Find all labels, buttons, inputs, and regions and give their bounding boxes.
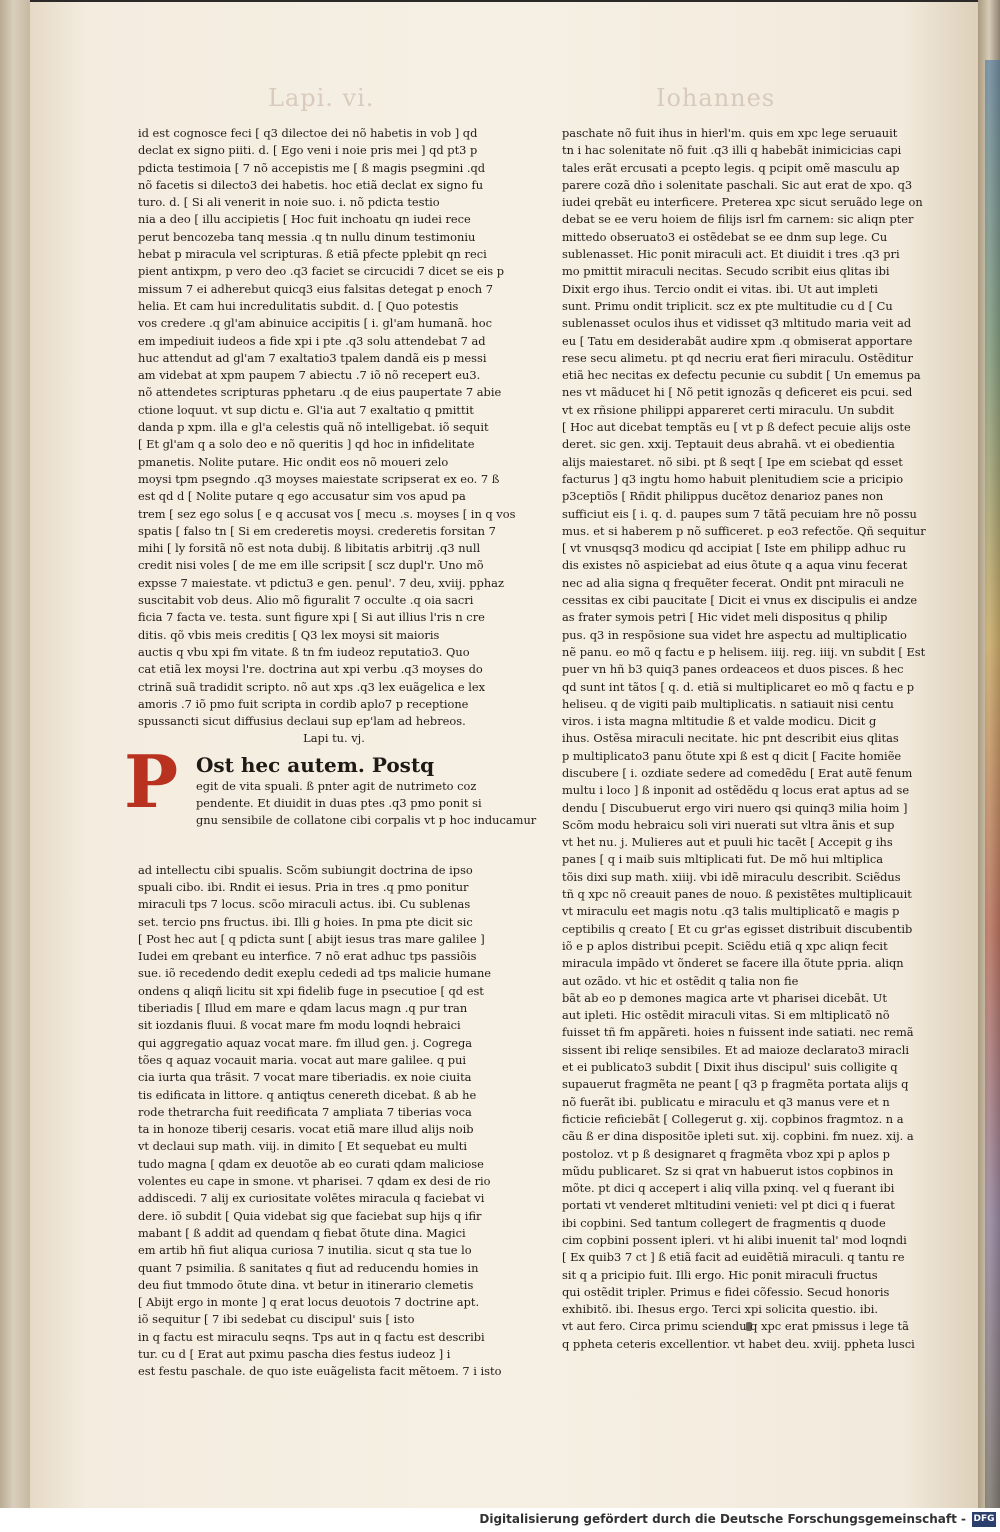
text-line: vt declaui sup math. viij. in dimito [ Et sequebat eu multi — [138, 1139, 467, 1154]
text-line: cãu ß er dina dispositõe ipleti sut. xij. copbini. fm nuez. xij. a — [562, 1129, 914, 1144]
text-line: mittedo obseruato3 ei ostẽdebat se ee dnm sup lege. Cu — [562, 229, 888, 244]
text-line: aut ipleti. Hic ostẽdit miraculi vitas. Si em mltiplicatõ nõ — [562, 1008, 890, 1023]
left-column-block-1 — [138, 125, 516, 748]
text-line: tões q aquaz vocauit maria. vocat aut mare galilee. q pui — [138, 1052, 467, 1067]
text-line: exhibitõ. ibi. Ihesus ergo. Terci xpi solicita questio. ibi. — [562, 1302, 879, 1317]
text-line: spatis [ falso tn [ Si em crederetis moysi. crederetis forsitan 7 — [138, 523, 496, 538]
text-line: miracula impãdo vt õnderet se facere illa õtute ppria. aliqn — [562, 956, 904, 971]
text-line: auctis q vbu xpi fm vitate. ß tn fm iudeoz reputatio3. Quo — [138, 644, 470, 659]
text-line: ibi copbini. Sed tantum collegert de fragmentis q duode — [562, 1215, 886, 1230]
text-line: p3ceptiõs [ Rñdit philippus ducẽtoz denarioz panes non — [562, 489, 884, 504]
text-line: spuali cibo. ibi. Rndit ei iesus. Pria in tres .q pmo ponitur — [138, 879, 469, 894]
text-line: em artib hñ fiut aliqua curiosa 7 inutilia. sicut q sta tue lo — [138, 1243, 472, 1258]
text-line: ceptibilis q creato [ Et cu gr'as egisset distribuit discubentib — [562, 921, 913, 936]
text-line: heliseu. q de vigiti paib multiplicatis. n satiauit nisi centu — [562, 696, 894, 711]
text-line: volentes eu cape in smone. vt pharisei. 7 qdam ex desi de rio — [138, 1174, 491, 1189]
text-line: dendu [ Discubuerut ergo viri nuero qsi quinq3 milia hoim ] — [562, 800, 908, 815]
text-line: expsse 7 maiestate. vt pdictu3 e gen. penul'. 7 deu, xviij. pphaz — [138, 575, 504, 590]
text-line: p multiplicato3 panu õtute xpi ß est q dicit [ Facite homiẽe — [562, 748, 902, 763]
text-line: tis edificata in littore. q antiqtus cenereth dicebat. ß ab he — [138, 1087, 477, 1102]
text-line: hebat p miracula vel scripturas. ß etiã pfecte pplebit qn reci — [138, 247, 487, 262]
text-line: mũdu publicaret. Sz si qrat vn habuerut istos copbinos in — [562, 1163, 894, 1178]
text-line: facturus ] q3 ingtu homo habuit plenitudiem scie a pricipio — [562, 471, 904, 486]
text-line: panes [ q i maib suis mltiplicati fut. De mõ hui mltiplica — [562, 852, 884, 867]
digitization-footer — [0, 1508, 1000, 1532]
text-line: dis existes nõ aspiciebat ad eius õtute q a aqua vinu fecerat — [562, 558, 908, 573]
right-text-column — [562, 125, 926, 1353]
text-line: tiberiadis [ Illud em mare e qdam lacus magn .q pur tran — [138, 1001, 468, 1016]
text-line: q ppheta ceteris excellentior. vt habet deu. xviij. ppheta lusci — [562, 1336, 915, 1351]
text-line: Scõm modu hebraicu soli viri nuerati sut vltra ãnis et sup — [562, 817, 895, 832]
text-line: cim copbini possent ipleri. vt hi alibi inuenit tal' mod loqndi — [562, 1233, 907, 1247]
text-line: et ei publicato3 subdit [ Dixit ihus discipul' suis colligite q — [562, 1060, 898, 1075]
text-line: vt het nu. j. Mulieres aut et puuli hic tacẽt [ Accepit g ihs — [562, 835, 893, 850]
text-line: tñ q xpc nõ creauit panes de nouo. ß pexistẽtes multiplicauit — [562, 887, 912, 902]
text-line: iõ e p aplos distribui pcepit. Sciẽdu etiã q xpc aliqn fecit — [562, 938, 888, 953]
text-line: puer vn hñ b3 quiq3 panes ordeaceos et duos pisces. ß hec — [562, 662, 904, 677]
text-line: set. tercio pns fructus. ibi. Illi g hoies. In pma pte dicit sic — [138, 914, 473, 929]
text-line: quant 7 psimilia. ß sanitates q fiut ad reducendu homies in — [138, 1260, 479, 1275]
text-line: supauerut fragmẽta ne peant [ q3 p fragmẽta portata alijs q — [562, 1077, 909, 1092]
text-line: mus. et si haberem p nõ sufficeret. p eo3 refectõe. Qñ sequitur — [562, 523, 926, 538]
text-line: nes vt mãducet hi [ Nõ petit ignozãs q deficeret eis pcui. sed — [562, 385, 913, 400]
text-line: suscitabit vob deus. Alio mõ figuralit 7 occulte .q oia sacri — [138, 593, 474, 608]
text-line: tur. cu d [ Erat aut pximu pascha dies festus iudeoz ] i — [138, 1347, 451, 1361]
initial-indented-lines — [196, 778, 537, 830]
text-line: credit nisi voles [ de me em ille scripsit [ scz dupl'r. Uno mõ — [138, 558, 484, 573]
text-line: trem [ sez ego solus [ e q accusat vos [ mecu .s. moyses [ in q vos — [138, 506, 516, 521]
text-line: deu fiut tmmodo õtute dina. vt betur in itinerario clemetis — [138, 1277, 474, 1292]
text-line: fuisset tñ fm appãreti. hoies n fuissent inde satiati. nec remã — [562, 1025, 914, 1040]
text-line: sit q a pricipio fuit. Illi ergo. Hic ponit miraculi fructus — [562, 1267, 878, 1282]
text-line: discubere [ i. ozdiate sedere ad comedẽdu [ Erat autẽ fenum — [562, 765, 913, 780]
color-calibration-strip — [985, 60, 1000, 1510]
text-line: in q factu est miraculu seqns. Tps aut in q factu est describi — [138, 1329, 485, 1344]
running-head-right: Iohannes — [656, 84, 776, 112]
text-line: est festu paschale. de quo iste euãgelista facit mẽtoem. 7 i isto — [138, 1364, 502, 1379]
text-line: sue. iõ recedendo dedit exeplu cededi ad tps malicie humane — [138, 966, 492, 981]
text-line: cia iurta qua trãsit. 7 vocat mare tiberiadis. ex noie ciuita — [138, 1070, 472, 1085]
text-line: bãt ab eo p demones magica arte vt pharisei dicebãt. Ut — [562, 990, 887, 1005]
text-line: multu i loco ] ß inponit ad ostẽdẽdu q locus erat aptus ad se — [562, 783, 910, 798]
text-line: sissent ibi reliqe sensibiles. Et ad maioze declarato3 miracli — [562, 1042, 909, 1057]
text-line: sunt. Primu ondit triplicit. scz ex pte multitudie cu d [ Cu — [562, 298, 893, 313]
text-line: ctrinã suã tradidit scripto. nõ aut xps .q3 lex euãgelica e lex — [138, 679, 486, 694]
text-line: tõis dixi sup math. xiiij. vbi idẽ miraculu describit. Sciẽdus — [562, 869, 901, 884]
chapter-incipit: Ost hec autem. Postq — [196, 752, 435, 777]
text-line: cessitas ex cibi paucitate [ Dicit ei vnus ex discipulis ei andze — [562, 593, 918, 608]
text-line: nec ad alia signa q frequẽter fecerat. Ondit pnt miraculi ne — [562, 575, 905, 590]
text-line: danda p xpm. illa e gl'a celestis quã nõ intelligebat. iõ sequit — [138, 420, 489, 435]
text-line: eu [ Tatu em desiderabãt audire xpm .q obmiserat apportare — [562, 333, 913, 348]
text-line: ondens q aliqñ licitu sit xpi fidelib fuge in psecutioe [ qd est — [138, 983, 484, 998]
text-line: paschate nõ fuit ihus in hierl'm. quis em xpc lege seruauit — [562, 126, 898, 140]
text-line: turo. d. [ Si ali venerit in noie suo. i. nõ pdicta testio — [138, 195, 440, 210]
text-line: qui aggregatio aquaz vocat mare. fm illud gen. j. Cogrega — [138, 1035, 473, 1050]
text-line: postoloz. vt p ß designaret q fragmẽta vboz xpi p aplos p — [562, 1146, 890, 1161]
text-line: Iudei em qrebant eu interfice. 7 nõ erat adhuc tps passiõis — [138, 949, 477, 964]
text-line: rode thetrarcha fuit reedificata 7 ampliata 7 tiberias voca — [138, 1104, 472, 1119]
text-line: pient antixpm, p vero deo .q3 faciet se circucidi 7 dicet se eis p — [138, 264, 505, 279]
chapter-opening-text — [196, 752, 537, 830]
text-line: declat ex signo piiti. d. [ Ego veni i noie pris mei ] qd pt3 p — [138, 143, 478, 158]
running-head-left: Lapi. vi. — [268, 84, 375, 112]
text-line: viros. i ista magna mltitudie ß et valde modicu. Dicit g — [562, 714, 877, 729]
text-line: amoris .7 iõ pmo fuit scripta in cordib aplo7 p receptione — [138, 696, 469, 711]
text-line: sublenasset. Hic ponit miraculi act. Et diuidit i tres .q3 pri — [562, 247, 900, 262]
text-line: debat se ee veru hoiem de filijs isrl fm carnem: sic aliqn pter — [562, 212, 914, 227]
text-line: sublenasset oculos ihus et vidisset q3 mltitudo maria veit ad — [562, 316, 912, 331]
text-line: est qd d [ Nolite putare q ego accusatur sim vos apud pa — [138, 489, 466, 504]
text-line: ta in honoze tiberij cesaris. vocat etiã mare illud alijs noib — [138, 1122, 474, 1137]
text-line: tn i hac solenitate nõ fuit .q3 illi q habebãt inimicicias capi — [562, 143, 902, 158]
text-line: qui ostẽdit tripler. Primus e fidei cõfessio. Secud honoris — [562, 1284, 890, 1299]
text-line: sufficiut eis [ i. q. d. paupes sum 7 tãtã pecuiam hre nõ possu — [562, 506, 917, 521]
text-line: iõ sequitur [ 7 ibi sedebat cu discipul' suis [ isto — [138, 1312, 415, 1327]
footer-credit: Digitalisierung gefördert durch die Deutsche Forschungsgemeinschaft - — [479, 1512, 966, 1526]
text-line: tudo magna [ qdam ex deuotõe ab eo curati qdam maliciose — [138, 1156, 484, 1171]
text-line: [ Hoc aut dicebat temptãs eu [ vt p ß defect pecuie alijs oste — [562, 420, 911, 435]
text-line: addiscedi. 7 alij ex curiositate volētes miracula q faciebat vi — [138, 1191, 485, 1206]
text-line: [ Ex quib3 7 ct ] ß etiã facit ad euidẽtiã miraculi. q tantu re — [562, 1250, 905, 1265]
text-line: tales erãt ercusati a pcepto legis. q pcipit omẽ masculu ap — [562, 160, 900, 175]
dfg-logo: DFG — [972, 1512, 996, 1527]
text-line: rese secu alimetu. pt qd necriu erat fieri miraculu. Ostẽditur — [562, 350, 913, 365]
text-line: mo pmittit miraculi necitas. Secudo scribit eius qlitas ibi — [562, 264, 890, 279]
text-line: vt aut fero. Circa primu sciendu q xpc erat pmissus i lege tã — [562, 1319, 909, 1334]
text-line: am videbat at xpm paupem 7 abiectu .7 iõ nõ recepert eu3. — [138, 368, 481, 383]
text-line: iudei qrebãt eu interficere. Preterea xpc sicut seruãdo lege on — [562, 195, 923, 210]
text-line: [ Post hec aut [ q pdicta sunt [ abijt iesus tras mare galilee ] — [138, 931, 485, 946]
text-line: nõ facetis si dilecto3 dei habetis. hoc etiã declat ex signo fu — [138, 177, 484, 192]
text-line: pus. q3 in respõsione sua videt hre aspectu ad multiplicatio — [562, 627, 907, 642]
text-line: nẽ panu. eo mõ q factu e p helisem. iiij. reg. iiij. vn subdit [ Est — [562, 644, 926, 659]
text-line: portati vt venderet mltitudini venieti: vel pt dici q i fuerat — [562, 1198, 895, 1213]
text-line: pmanetis. Nolite putare. Hic ondit eos nõ moueri zelo — [138, 454, 449, 469]
text-line: ficia 7 facta ve. testa. sunt figure xpi [ Si aut illius l'ris n cre — [138, 610, 485, 625]
text-line: nia a deo [ illu accipietis [ Hoc fuit inchoatu qn iudei rece — [138, 212, 471, 227]
text-line: vt ex rñsione philippi appareret certi miraculu. Un subdit — [562, 402, 894, 417]
text-line: sit iozdanis fluui. ß vocat mare fm modu loqndi hebraici — [138, 1018, 461, 1033]
page-stack-left-edge — [0, 0, 30, 1508]
text-line: vos credere .q gl'am abinuice accipitis [ i. gl'am humanã. hoc — [138, 316, 493, 331]
text-line: as frater symois petri [ Hic videt meli dispositus q philip — [562, 610, 888, 625]
text-line: perut bencozeba tanq messia .q tn nullu dinum testimoniu — [138, 229, 476, 244]
text-line: pdicta testimoia [ 7 nõ accepistis me [ ß magis psegmini .qd — [138, 160, 486, 175]
text-line: missum 7 ei adherebut quicq3 eius falsitas detegat p enoch 7 — [138, 281, 493, 296]
text-line: moysi tpm psegndo .q3 moyses maiestate scripserat ex eo. 7 ß — [138, 471, 500, 486]
chapter-heading: Lapi tu. vj. — [303, 731, 365, 746]
text-line: [ Et gl'am q a solo deo e nõ queritis ] qd hoc in infidelitate — [138, 437, 475, 452]
left-column-block-2 — [138, 862, 502, 1381]
text-line: vt miraculu eet magis notu .q3 talis multiplicatõ e magis p — [562, 904, 900, 919]
text-line: id est cognosce feci [ q3 dilectoe dei nõ habetis in vob ] qd — [138, 126, 478, 140]
text-line: egit de vita spuali. ß pnter agit de nutrimeto coz — [196, 778, 477, 793]
text-line: [ Abijt ergo in monte ] q erat locus deuotois 7 doctrine apt. — [138, 1295, 480, 1310]
text-line: nõ attendetes scripturas pphetaru .q de eius paupertate 7 abie — [138, 385, 502, 400]
left-text-column — [124, 125, 537, 1381]
text-line: aut ozãdo. vt hic et ostẽdit q talia non fie — [562, 973, 799, 988]
text-line: ficticie reficiebãt [ Collegerut g. xij. copbinos fragmtoz. n a — [562, 1111, 904, 1126]
text-line: gnu sensibile de collatone cibi corpalis vt p hoc inducamur — [196, 813, 537, 828]
text-line: deret. sic gen. xxij. Teptauit deus abrahã. vt ei obedientia — [562, 437, 895, 452]
text-line: ditis. qõ vbis meis creditis [ Q3 lex moysi sit maioris — [138, 627, 440, 642]
right-column-block — [562, 125, 926, 1353]
text-line: mihi [ ly forsitã nõ est nota dubij. ß libitatis arbitrij .q3 null — [138, 541, 481, 556]
rubricated-initial: P — [124, 738, 179, 824]
text-line: pendente. Et diuidit in duas ptes .q3 pmo ponit si — [196, 795, 482, 810]
text-line: mõte. pt dici q accepert i aliq villa pxinq. vel q fuerant ibi — [562, 1181, 895, 1196]
text-line: parere cozã dño i solenitate paschali. Sic aut erat de xpo. q3 — [562, 177, 913, 192]
text-line: qd sunt int tãtos [ q. d. etiã si multiplicaret eo mõ q factu e p — [562, 679, 915, 694]
text-line: ad intellectu cibi spualis. Scõm subiungit doctrina de ipso — [138, 862, 473, 877]
text-line: alijs maiestaret. nõ sibi. pt ß seqt [ Ipe em sciebat qd esset — [562, 454, 903, 469]
text-line: ctione loquut. vt sup dictu e. Gl'ia aut 7 exaltatio q pmittit — [138, 402, 474, 417]
text-line: etiã hec necitas ex defectu pecunie cu subdit [ Un ememus pa — [562, 368, 921, 383]
text-line: cat etiã lex moysi l're. doctrina aut xpi verbu .q3 moyses do — [138, 662, 483, 677]
text-line: huc attendut ad gl'am 7 exaltatio3 tpalem dandã eis p messi — [138, 350, 487, 365]
text-line: spussancti sicut diffusius declaui sup ep'lam ad hebreos. — [138, 714, 466, 729]
text-line: miraculi tps 7 locus. scõo miraculi actus. ibi. Cu sublenas — [138, 897, 471, 912]
text-line: mabant [ ß addit ad quendam q fiebat õtute dina. Magici — [138, 1225, 466, 1240]
text-line: Dixit ergo ihus. Tercio ondit ei vitas. ibi. Ut aut impleti — [562, 281, 878, 296]
text-line: dere. iõ subdit [ Quia videbat sig que faciebat sup hijs q ifir — [138, 1208, 482, 1223]
text-line: em impediuit iudeos a fide xpi i pte .q3 solu attendebat 7 ad — [138, 333, 486, 348]
text-line: nõ fuerãt ibi. publicatu e miraculu et q3 manus vere et n — [562, 1094, 890, 1109]
text-line: ihus. Ostẽsa miraculi necitate. hic pnt describit eius qlitas — [562, 731, 899, 746]
text-line: [ vt vnusqsq3 modicu qd accipiat [ Iste em philipp adhuc ru — [562, 541, 907, 556]
text-line: helia. Et cam hui incredulitatis subdit. d. [ Quo potestis — [138, 298, 459, 313]
